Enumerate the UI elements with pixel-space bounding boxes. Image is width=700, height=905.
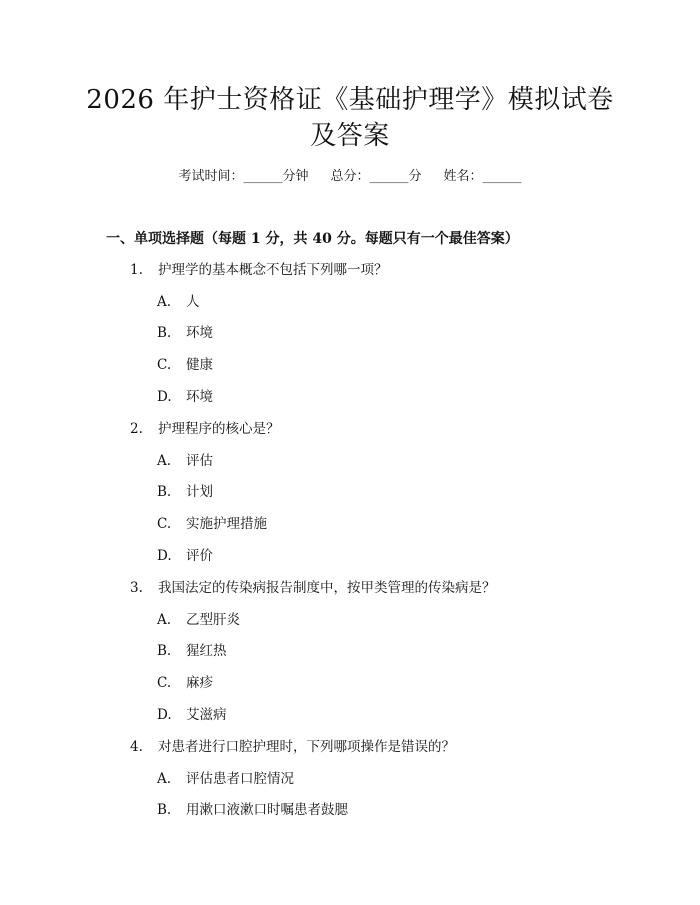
question-4 bbox=[130, 736, 455, 758]
option-text: 实施护理措施 bbox=[186, 516, 267, 532]
option-letter: A. bbox=[157, 294, 172, 310]
section-heading: 一、单项选择题（每题 1 分，共 40 分。每题只有一个最佳答案） bbox=[106, 231, 519, 247]
option-text: 麻疹 bbox=[186, 675, 213, 691]
option-text: 环境 bbox=[186, 325, 213, 341]
question-2-option-a bbox=[157, 450, 213, 472]
question-2 bbox=[130, 418, 280, 440]
option-letter: D. bbox=[157, 707, 172, 723]
option-text: 计划 bbox=[186, 484, 213, 500]
question-4-option-a bbox=[157, 768, 294, 790]
question-4-option-b bbox=[157, 799, 348, 821]
question-number: 4. bbox=[130, 739, 143, 755]
exam-title-line2: 及答案 bbox=[310, 121, 390, 151]
question-3 bbox=[130, 577, 496, 599]
total-score-label: 总分：______分 bbox=[330, 169, 422, 184]
option-letter: B. bbox=[157, 643, 172, 659]
question-text: 护理程序的核心是？ bbox=[158, 421, 280, 437]
option-text: 评价 bbox=[186, 548, 213, 564]
option-text: 用漱口液漱口时嘱患者鼓腮 bbox=[186, 802, 348, 818]
question-2-option-b bbox=[157, 481, 213, 503]
exam-title-line1: 2026 年护士资格证《基础护理学》模拟试卷 bbox=[86, 85, 614, 115]
question-1-option-b bbox=[157, 322, 213, 344]
question-2-option-c bbox=[157, 513, 267, 535]
question-3-option-a bbox=[157, 609, 240, 631]
question-1-option-d bbox=[157, 386, 213, 408]
question-3-option-b bbox=[157, 640, 227, 662]
question-1-option-a bbox=[157, 291, 200, 313]
question-3-option-c bbox=[157, 672, 213, 694]
name-label: 姓名：______ bbox=[443, 169, 522, 184]
option-letter: B. bbox=[157, 484, 172, 500]
question-2-option-d bbox=[157, 545, 213, 567]
option-text: 健康 bbox=[186, 357, 213, 373]
exam-meta bbox=[0, 166, 700, 188]
option-letter: C. bbox=[157, 516, 172, 532]
question-1-option-c bbox=[157, 354, 213, 376]
option-text: 猩红热 bbox=[186, 643, 227, 659]
question-text: 护理学的基本概念不包括下列哪一项？ bbox=[158, 262, 388, 278]
option-text: 人 bbox=[186, 294, 200, 310]
option-letter: D. bbox=[157, 389, 172, 405]
option-letter: C. bbox=[157, 357, 172, 373]
question-number: 1. bbox=[130, 262, 143, 278]
option-letter: A. bbox=[157, 453, 172, 469]
option-letter: A. bbox=[157, 771, 172, 787]
question-number: 2. bbox=[130, 421, 143, 437]
option-letter: B. bbox=[157, 325, 172, 341]
option-letter: D. bbox=[157, 548, 172, 564]
option-text: 评估患者口腔情况 bbox=[186, 771, 294, 787]
option-text: 艾滋病 bbox=[186, 707, 227, 723]
option-text: 环境 bbox=[186, 389, 213, 405]
question-3-option-d bbox=[157, 704, 227, 726]
question-text: 对患者进行口腔护理时，下列哪项操作是错误的？ bbox=[158, 739, 455, 755]
option-letter: B. bbox=[157, 802, 172, 818]
option-text: 乙型肝炎 bbox=[186, 612, 240, 628]
question-1 bbox=[130, 259, 388, 281]
option-text: 评估 bbox=[186, 453, 213, 469]
question-text: 我国法定的传染病报告制度中，按甲类管理的传染病是？ bbox=[158, 580, 496, 596]
option-letter: C. bbox=[157, 675, 172, 691]
option-letter: A. bbox=[157, 612, 172, 628]
question-number: 3. bbox=[130, 580, 143, 596]
exam-time-label: 考试时间：______分钟 bbox=[178, 169, 309, 184]
